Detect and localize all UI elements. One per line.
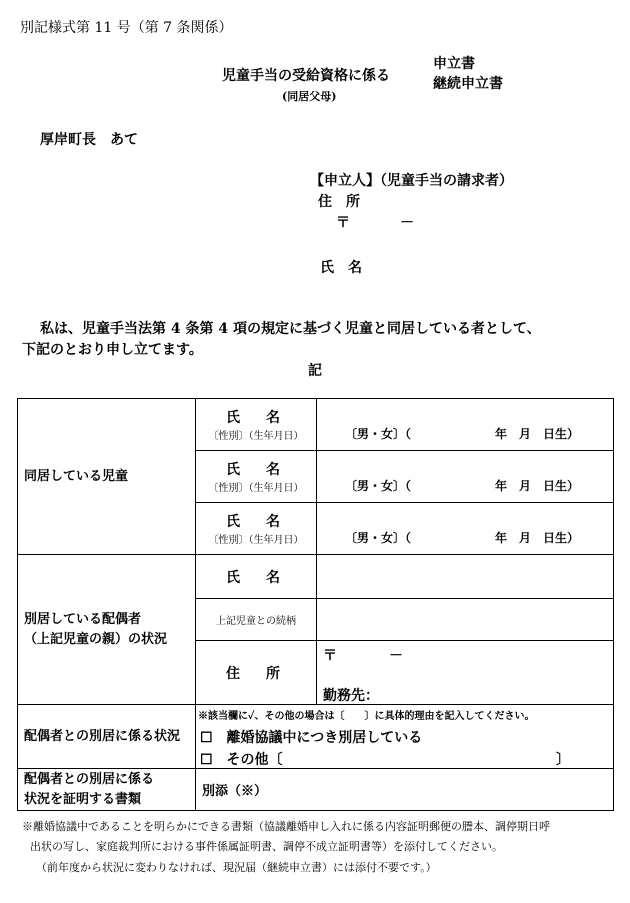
form-number: 別記様式第 11 号（第 7 条関係） — [20, 20, 233, 36]
status-note: ※該当欄に✓、その他の場合は〔 〕に具体的理由を記入してください。 — [198, 711, 535, 722]
declaration-line-1: 私は、児童手当法第 4 条第 4 項の規定に基づく児童と同居している者として、 — [40, 321, 541, 337]
child-2-birth[interactable]: 年 月 日生） — [495, 479, 580, 493]
child-2-label: 氏 名 〔性別〕（生年月日） — [196, 451, 317, 503]
child-2-gender[interactable]: 〔男・女〕（ — [345, 479, 412, 493]
option-divorce-negotiation[interactable]: ☐ 離婚協議中につき別居している — [200, 730, 423, 746]
child-3-birth[interactable]: 年 月 日生） — [495, 531, 580, 545]
option-other-close: 〕 — [556, 752, 570, 768]
child-1-field[interactable] — [317, 399, 614, 451]
spouse-name-field[interactable] — [317, 555, 614, 599]
addressee: 厚岸町長 あて — [40, 132, 138, 148]
title-option-continuation: 継続申立書 — [433, 76, 503, 92]
ki-heading: 記 — [308, 363, 322, 379]
relation-field[interactable] — [317, 599, 614, 641]
applicant-zip-mark: 〒 — [336, 215, 350, 231]
workplace-label: 勤務先： — [323, 688, 379, 704]
spouse-address-label: 住 所 — [196, 641, 317, 705]
separation-status-field — [196, 705, 614, 769]
applicant-heading: 【申立人】（児童手当の請求者） — [310, 173, 513, 189]
children-section-label: 同居している児童 — [18, 399, 196, 555]
form-table — [17, 398, 614, 811]
spouse-address-field[interactable] — [317, 641, 614, 705]
spouse-name-label: 氏 名 — [196, 555, 317, 599]
child-1-birth[interactable]: 年 月 日生） — [495, 427, 580, 441]
footnote-line-2: 出状の写し、家庭裁判所における事件係属証明書、調停不成立証明書等）を添付してください。 — [30, 840, 503, 853]
form-title: 児童手当の受給資格に係る — [222, 68, 390, 84]
child-1-gender[interactable]: 〔男・女〕（ — [345, 427, 412, 441]
child-2-field[interactable] — [317, 451, 614, 503]
child-3-gender[interactable]: 〔男・女〕（ — [345, 531, 412, 545]
applicant-name-label: 氏 名 — [320, 260, 362, 276]
evidence-doc-label: 配偶者との別居に係る 状況を証明する書類 — [18, 769, 196, 811]
relation-label: 上記児童との続柄 — [196, 599, 317, 641]
evidence-doc-value: 別添（※） — [196, 769, 614, 811]
separation-status-label: 配偶者との別居に係る状況 — [18, 705, 196, 769]
form-subtitle: (同居父母) — [282, 90, 337, 103]
applicant-address-label: 住 所 — [318, 194, 360, 210]
title-option-application: 申立書 — [433, 56, 475, 72]
child-1-label: 氏 名 〔性別〕（生年月日） — [196, 399, 317, 451]
spouse-section-label: 別居している配偶者 （上記児童の親）の状況 — [18, 555, 196, 705]
spouse-zip-mark: 〒 — [323, 648, 337, 664]
footnote-line-3: （前年度から状況に変わりなければ、現況届（継続申立書）には添付不要です。） — [36, 861, 437, 874]
child-3-field[interactable] — [317, 503, 614, 555]
option-other[interactable]: ☐ その他〔 — [200, 752, 283, 768]
spouse-zip-dash: － — [389, 648, 403, 664]
declaration-line-2: 下記のとおり申し立てます。 — [22, 342, 203, 358]
footnote-line-1: ※離婚協議中であることを明らかにできる書類（協議離婚申し入れに係る内容証明郵便の謄本、調停期日呼 — [22, 820, 550, 833]
applicant-zip-dash: － — [400, 215, 414, 231]
child-3-label: 氏 名 〔性別〕（生年月日） — [196, 503, 317, 555]
